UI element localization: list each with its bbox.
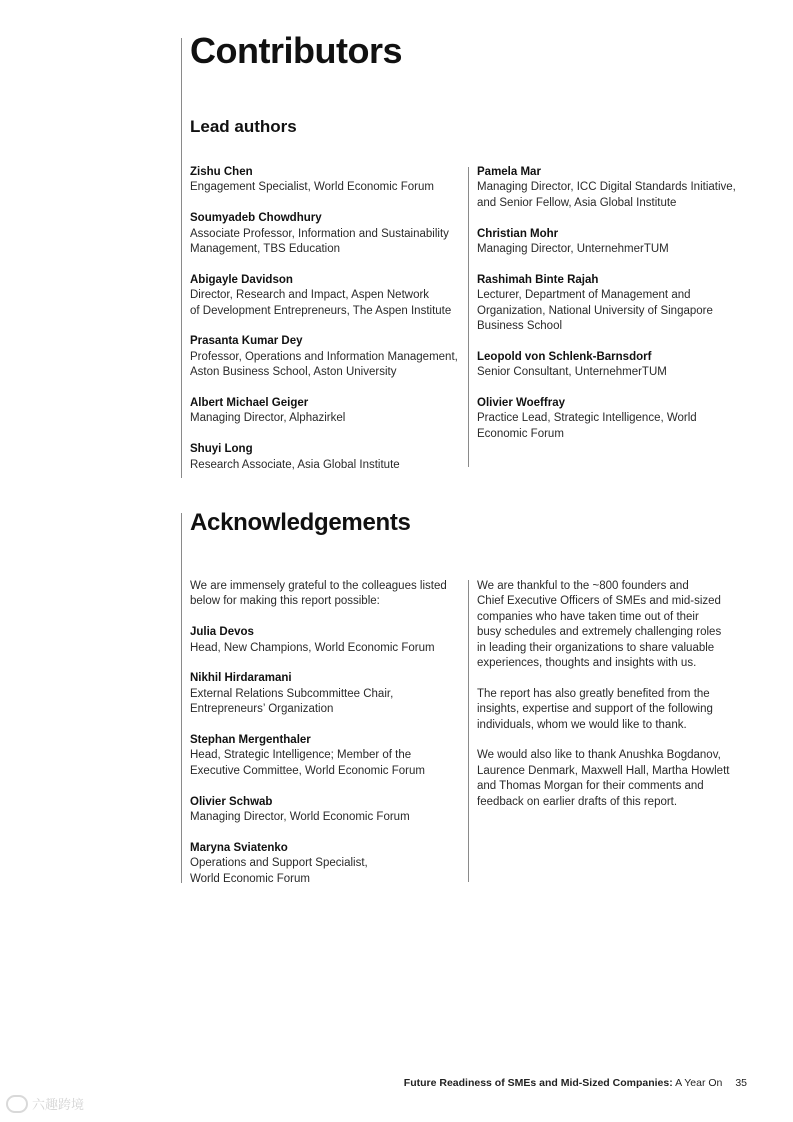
acknowledged-role: Head, New Champions, World Economic Forum xyxy=(190,641,435,654)
footer-subtitle: A Year On xyxy=(675,1077,723,1089)
author-name: Leopold von Schlenk-Barnsdorf xyxy=(477,350,652,363)
author-entry xyxy=(190,396,460,427)
acknowledged-entry xyxy=(190,671,460,717)
author-role: Research Associate, Asia Global Institute xyxy=(190,458,400,471)
acknowledged-role: External Relations Subcommittee Chair, Entrepreneurs’ Organization xyxy=(190,687,394,716)
watermark-text: 六趣跨境 xyxy=(32,1097,85,1112)
author-role: Professor, Operations and Information Management, Aston Business School, Aston University xyxy=(190,350,458,379)
author-name: Pamela Mar xyxy=(477,166,541,178)
author-name: Rashimah Binte Rajah xyxy=(477,273,599,286)
acknowledgements-heading: Acknowledgements xyxy=(190,509,411,536)
acknowledged-entry xyxy=(190,841,460,887)
page-number: 35 xyxy=(735,1077,747,1089)
author-entry xyxy=(477,396,757,442)
author-entry xyxy=(477,165,757,211)
author-role: Managing Director, Alphazirkel xyxy=(190,412,346,425)
watermark-logo-icon xyxy=(6,1095,28,1113)
acknowledged-role: Head, Strategic Intelligence; Member of the Executive Committee, World Economic Forum xyxy=(190,749,425,777)
acknowledged-name: Julia Devos xyxy=(190,626,254,639)
author-role: Lecturer, Department of Management and Organization, National University of Singapore Business School xyxy=(477,289,713,333)
author-name: Albert Michael Geiger xyxy=(190,397,309,410)
author-role: Associate Professor, Information and Sustainability Management, TBS Education xyxy=(190,227,449,256)
author-entry xyxy=(190,165,460,196)
acknowledgements-right-column xyxy=(477,579,757,825)
acknowledgements-paragraph: The report has also greatly benefited from the insights, expertise and support of the following individuals, whom we would like to thank. xyxy=(477,687,713,731)
author-name: Olivier Woeffray xyxy=(477,397,565,410)
acknowledgements-intro: We are immensely grateful to the colleagues listed below for making this report possible: xyxy=(190,580,447,608)
contributors-heading: Contributors xyxy=(190,30,402,71)
author-name: Zishu Chen xyxy=(190,166,253,178)
author-entry xyxy=(190,211,460,257)
author-role: Managing Director, ICC Digital Standards Initiative, and Senior Fellow, Asia Global Institute xyxy=(477,181,736,209)
author-entry xyxy=(190,442,460,473)
author-entry xyxy=(477,227,757,258)
acknowledged-name: Olivier Schwab xyxy=(190,795,273,808)
author-name: Abigayle Davidson xyxy=(190,273,293,286)
author-role: Practice Lead, Strategic Intelligence, World Economic Forum xyxy=(477,412,697,440)
author-entry xyxy=(190,273,460,319)
author-role: Senior Consultant, UnternehmerTUM xyxy=(477,366,667,379)
acknowledgements-paragraph: We are thankful to the ~800 founders and Chief Executive Officers of SMEs and mid-sized companies who have taken time out of their busy schedules and extremely challenging roles in leading their organizations to share valuable experiences, thoughts and insights with us. xyxy=(477,580,722,670)
acknowledgements-column-divider xyxy=(468,580,469,882)
contributors-column-divider xyxy=(468,167,469,467)
acknowledged-role: Operations and Support Specialist, World Economic Forum xyxy=(190,857,368,885)
acknowledgements-left-column xyxy=(190,579,460,902)
author-name: Christian Mohr xyxy=(477,227,559,240)
acknowledged-entry xyxy=(190,795,460,826)
acknowledged-entry xyxy=(190,733,460,779)
author-entry xyxy=(477,273,757,335)
acknowledged-name: Stephan Mergenthaler xyxy=(190,734,311,747)
acknowledged-entry xyxy=(190,625,460,656)
author-name: Soumyadeb Chowdhury xyxy=(190,212,322,225)
contributors-title-rule xyxy=(181,38,182,478)
author-name: Prasanta Kumar Dey xyxy=(190,335,303,348)
author-entry xyxy=(190,334,460,380)
author-role: Managing Director, UnternehmerTUM xyxy=(477,243,669,256)
acknowledgements-paragraph: We would also like to thank Anushka Bogdanov, Laurence Denmark, Maxwell Hall, Martha Howlett and Thomas Morgan for their comments and feedback on earlier drafts of this report. xyxy=(477,749,730,808)
acknowledged-name: Nikhil Hirdaramani xyxy=(190,672,292,685)
footer-report-title: Future Readiness of SMEs and Mid-Sized Companies: xyxy=(403,1077,673,1089)
author-role: Director, Research and Impact, Aspen Network of Development Entrepreneurs, The Aspen Institute xyxy=(190,289,452,317)
page-footer xyxy=(404,1077,747,1089)
acknowledgements-title-rule xyxy=(181,513,182,883)
author-entry xyxy=(477,350,757,381)
lead-authors-right-column xyxy=(477,165,757,458)
acknowledged-role: Managing Director, World Economic Forum xyxy=(190,811,410,824)
watermark xyxy=(6,1094,84,1113)
lead-authors-left-column xyxy=(190,165,460,488)
lead-authors-heading: Lead authors xyxy=(190,117,297,136)
author-role: Engagement Specialist, World Economic Forum xyxy=(190,181,434,194)
acknowledged-name: Maryna Sviatenko xyxy=(190,841,288,854)
author-name: Shuyi Long xyxy=(190,443,253,456)
